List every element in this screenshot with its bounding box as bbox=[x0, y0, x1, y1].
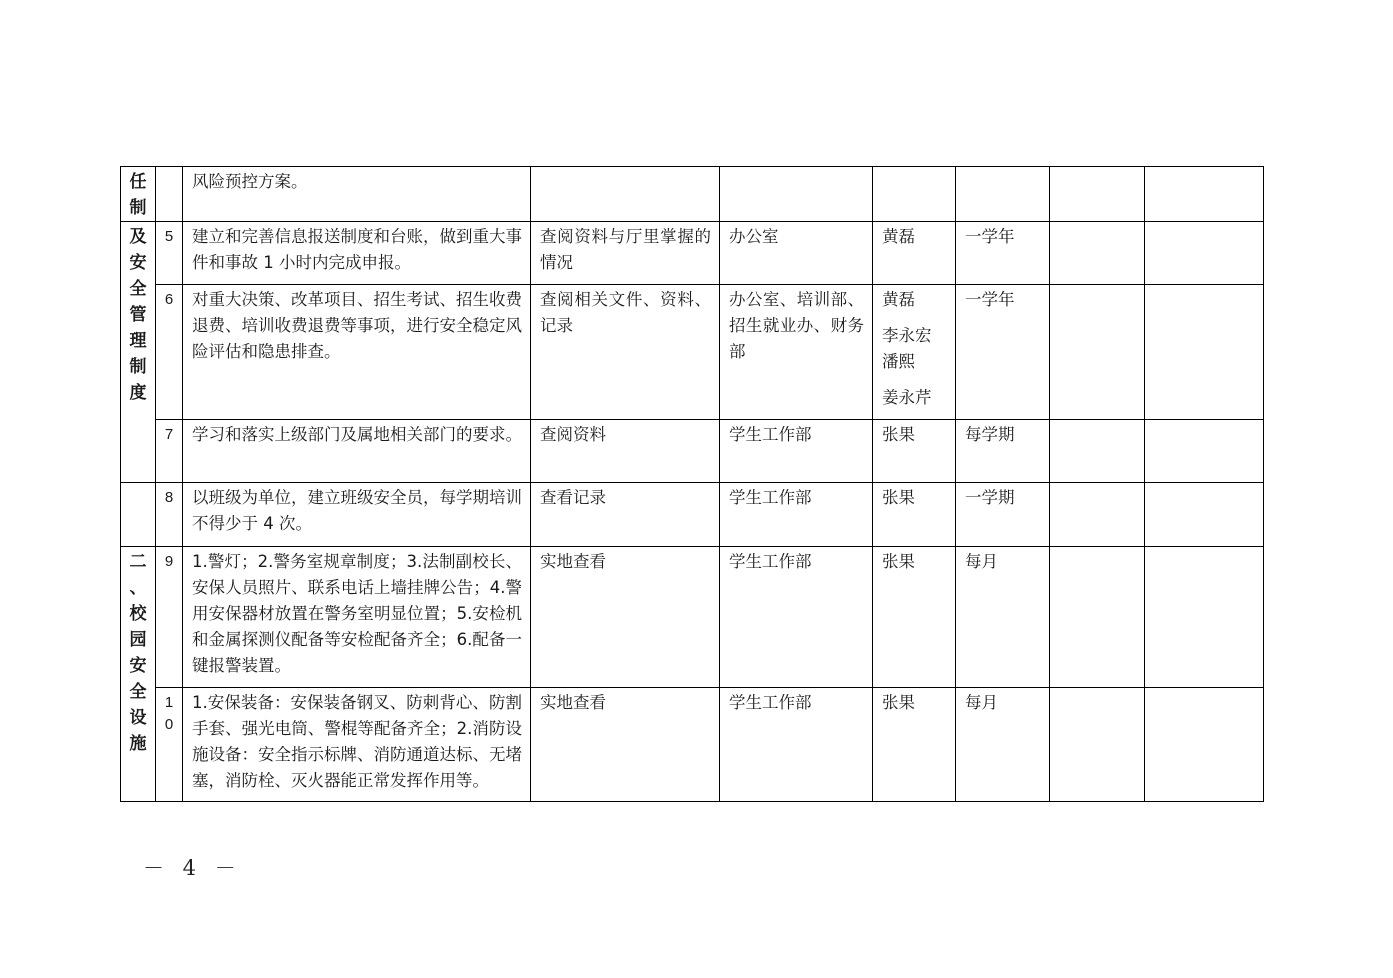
category-char: 、 bbox=[129, 578, 147, 598]
empty-cell bbox=[1145, 483, 1264, 547]
category-char: 任 bbox=[129, 172, 147, 192]
item-number: 1 0 bbox=[156, 688, 183, 802]
category-char: 理 bbox=[129, 331, 147, 351]
page-number: － 4 － bbox=[143, 856, 242, 880]
category-char: 安 bbox=[129, 253, 147, 273]
responsible-dept: 学生工作部 bbox=[720, 420, 873, 483]
check-period: 一学年 bbox=[956, 222, 1050, 285]
category-char: 设 bbox=[129, 708, 147, 728]
category-char: 管 bbox=[129, 305, 147, 325]
empty-cell bbox=[1145, 285, 1264, 420]
person-name: 张果 bbox=[882, 425, 915, 444]
item-number: 6 bbox=[156, 285, 183, 420]
category-char: 及 bbox=[129, 227, 147, 247]
item-content: 学习和落实上级部门及属地相关部门的要求。 bbox=[183, 420, 531, 483]
check-method: 实地查看 bbox=[531, 688, 720, 802]
empty-cell bbox=[1050, 420, 1145, 483]
responsible-dept bbox=[720, 167, 873, 222]
empty-cell bbox=[1145, 688, 1264, 802]
category-cell-empty bbox=[121, 483, 156, 547]
category-char: 二 bbox=[129, 552, 147, 572]
responsible-person bbox=[873, 688, 956, 802]
category-char: 施 bbox=[129, 734, 147, 754]
category-char: 制 bbox=[129, 198, 147, 218]
category-char: 度 bbox=[129, 383, 147, 403]
item-number bbox=[156, 167, 183, 222]
table-row bbox=[121, 483, 1264, 547]
check-period: 每月 bbox=[956, 547, 1050, 688]
responsible-dept: 办公室、培训部、招生就业办、财务部 bbox=[720, 285, 873, 420]
check-method: 查看记录 bbox=[531, 483, 720, 547]
check-period bbox=[956, 167, 1050, 222]
responsible-dept: 学生工作部 bbox=[720, 547, 873, 688]
person-name: 黄磊 bbox=[882, 290, 915, 309]
table-row bbox=[121, 688, 1264, 802]
inspection-table bbox=[120, 166, 1264, 802]
person-name: 张果 bbox=[882, 552, 915, 571]
check-method: 实地查看 bbox=[531, 547, 720, 688]
check-period: 每月 bbox=[956, 688, 1050, 802]
empty-cell bbox=[1145, 547, 1264, 688]
check-method bbox=[531, 167, 720, 222]
responsible-person bbox=[873, 547, 956, 688]
person-name: 张果 bbox=[882, 488, 915, 507]
responsible-dept: 学生工作部 bbox=[720, 483, 873, 547]
category-char: 安 bbox=[129, 656, 147, 676]
item-content: 以班级为单位，建立班级安全员，每学期培训不得少于 4 次。 bbox=[183, 483, 531, 547]
item-content: 1.警灯；2.警务室规章制度；3.法制副校长、安保人员照片、联系电话上墙挂牌公告；4.警用安保器材放置在警务室明显位置；5.安检机和金属探测仪配备等安检配备齐全；6.配备一键报警装置。 bbox=[183, 547, 531, 688]
category-char: 全 bbox=[129, 682, 147, 702]
item-number: 9 bbox=[156, 547, 183, 688]
check-method: 查阅相关文件、资料、记录 bbox=[531, 285, 720, 420]
item-number: 5 bbox=[156, 222, 183, 285]
responsible-person bbox=[873, 420, 956, 483]
item-number: 7 bbox=[156, 420, 183, 483]
person-name: 李永宏 bbox=[882, 326, 932, 345]
category-cell-section1-top bbox=[121, 167, 156, 222]
empty-cell bbox=[1050, 547, 1145, 688]
empty-cell bbox=[1050, 167, 1145, 222]
responsible-person bbox=[873, 222, 956, 285]
check-method: 查阅资料与厅里掌握的情况 bbox=[531, 222, 720, 285]
check-method: 查阅资料 bbox=[531, 420, 720, 483]
responsible-person bbox=[873, 483, 956, 547]
table-row bbox=[121, 285, 1264, 420]
empty-cell bbox=[1145, 222, 1264, 285]
check-period: 每学期 bbox=[956, 420, 1050, 483]
responsible-dept: 学生工作部 bbox=[720, 688, 873, 802]
person-name: 张果 bbox=[882, 693, 915, 712]
person-name: 潘熙 bbox=[882, 352, 915, 371]
category-char: 园 bbox=[129, 630, 147, 650]
table-row bbox=[121, 167, 1264, 222]
empty-cell bbox=[1050, 483, 1145, 547]
table-row bbox=[121, 547, 1264, 688]
empty-cell bbox=[1050, 222, 1145, 285]
empty-cell bbox=[1050, 285, 1145, 420]
item-content: 风险预控方案。 bbox=[183, 167, 531, 222]
person-name: 黄磊 bbox=[882, 227, 915, 246]
check-period: 一学期 bbox=[956, 483, 1050, 547]
table-row bbox=[121, 222, 1264, 285]
table-row bbox=[121, 420, 1264, 483]
category-cell-section2 bbox=[121, 547, 156, 802]
item-content: 1.安保装备：安保装备钢叉、防刺背心、防割手套、强光电筒、警棍等配备齐全；2.消防设施设备：安全指示标牌、消防通道达标、无堵塞，消防栓、灭火器能正常发挥作用等。 bbox=[183, 688, 531, 802]
category-char: 全 bbox=[129, 279, 147, 299]
person-name: 姜永芹 bbox=[882, 388, 932, 407]
responsible-person bbox=[873, 167, 956, 222]
category-cell-section1 bbox=[121, 222, 156, 483]
item-content: 对重大决策、改革项目、招生考试、招生收费退费、培训收费退费等事项，进行安全稳定风险评估和隐患排查。 bbox=[183, 285, 531, 420]
category-char: 制 bbox=[129, 357, 147, 377]
item-number: 8 bbox=[156, 483, 183, 547]
responsible-person bbox=[873, 285, 956, 420]
item-content: 建立和完善信息报送制度和台账，做到重大事件和事故 1 小时内完成申报。 bbox=[183, 222, 531, 285]
check-period: 一学年 bbox=[956, 285, 1050, 420]
category-char: 校 bbox=[129, 604, 147, 624]
empty-cell bbox=[1145, 420, 1264, 483]
empty-cell bbox=[1050, 688, 1145, 802]
responsible-dept: 办公室 bbox=[720, 222, 873, 285]
empty-cell bbox=[1145, 167, 1264, 222]
